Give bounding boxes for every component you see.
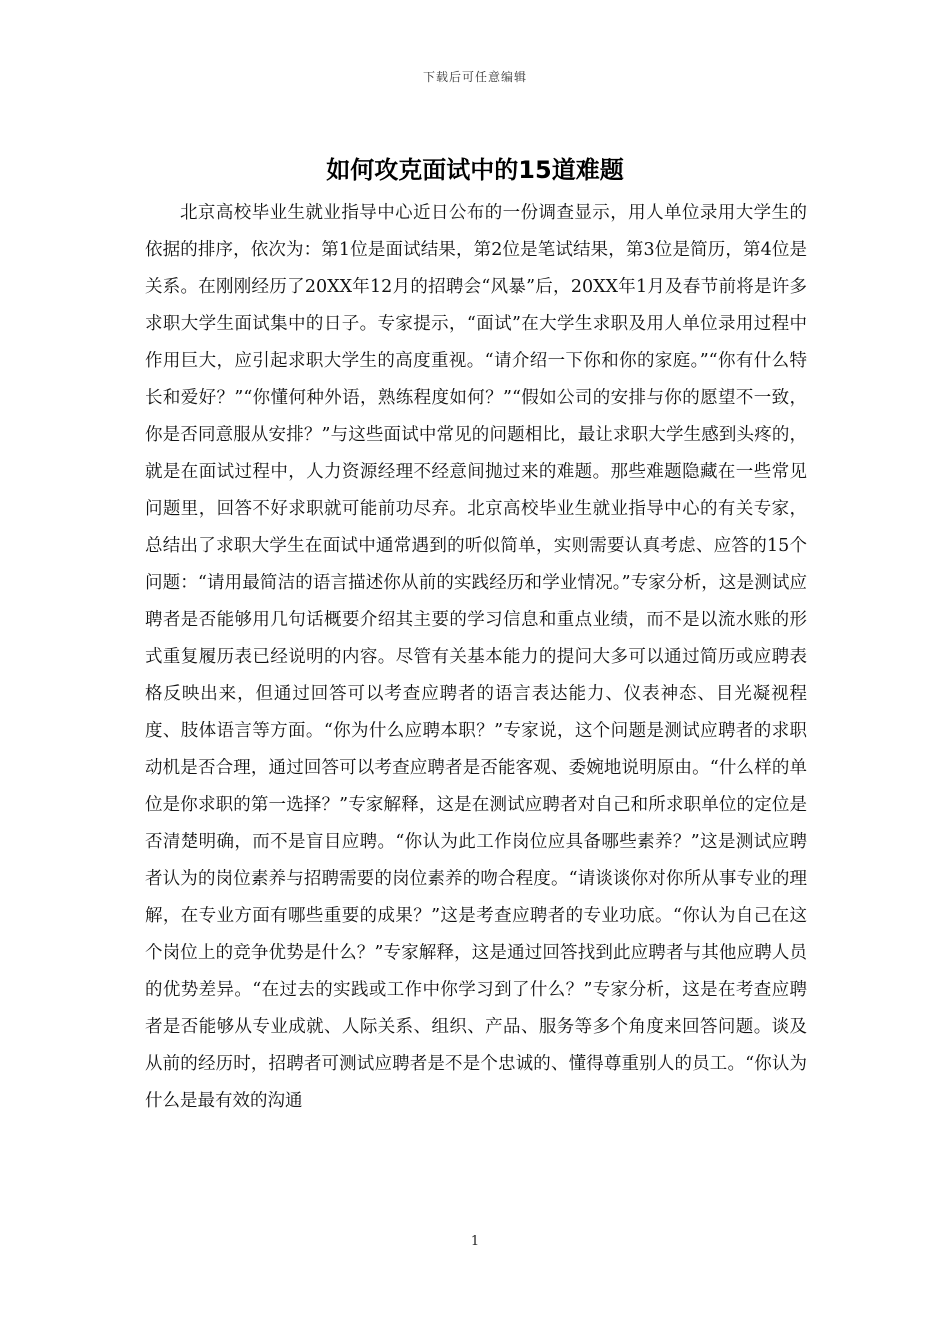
body-paragraph: 北京高校毕业生就业指导中心近日公布的一份调查显示，用人单位录用大学生的依据的排序，依次为：第1位是面试结果，第2位是笔试结果，第3位是简历，第4位是关系。在刚刚经历了20XX年12月的招聘会“风暴”后，20XX年1月及春节前将是许多求职大学生面试集中的日子。专家提示，“面试”在大学生求职及用人单位录用过程中作用巨大，应引起求职大学生的高度重视。“请介绍一下你和你的家庭。”“你有什么特长和爱好？”“你懂何种外语，熟练程度如何？”“假如公司的安排与你的愿望不一致，你是否同意服从安排？”与这些面试中常见的问题相比，最让求职大学生感到头疼的，就是在面试过程中，人力资源经理不经意间抛过来的难题。那些难题隐藏在一些常见问题里，回答不好求职就可能前功尽弃。北京高校毕业生就业指导中心的有关专家，总结出了求职大学生在面试中通常遇到的听似简单，实则需要认真考虑、应答的15个问题：“请用最简洁的语言描述你从前的实践经历和学业情况。”专家分析，这是测试应聘者是否能够用几句话概要介绍其主要的学习信息和重点业绩，而不是以流水账的形式重复履历表已经说明的内容。尽管有关基本能力的提问大多可以通过简历或应聘表格反映出来，但通过回答可以考查应聘者的语言表达能力、仪表神态、目光凝视程度、肢体语言等方面。“你为什么应聘本职？”专家说，这个问题是测试应聘者的求职动机是否合理，通过回答可以考查应聘者是否能客观、委婉地说明原由。“什么样的单位是你求职的第一选择？”专家解释，这是在测试应聘者对自己和所求职单位的定位是否清楚明确，而不是盲目应聘。“你认为此工作岗位应具备哪些素养？”这是测试应聘者认为的岗位素养与招聘需要的岗位素养的吻合程度。“请谈谈你对你所从事专业的理解，在专业方面有哪些重要的成果？”这是考查应聘者的专业功底。“你认为自己在这个岗位上的竞争优势是什么？”专家解释，这是通过回答找到此应聘者与其他应聘人员的优势差异。“在过去的实践或工作中你学习到了什么？”专家分析，这是在考查应聘者是否能够从专业成就、人际关系、组织、产品、服务等多个角度来回答问题。谈及从前的经历时，招聘者可测试应聘者是不是个忠诚的、懂得尊重别人的员工。“你认为什么是最有效的沟通	[145, 203, 807, 1111]
page-number: 1	[470, 1234, 480, 1249]
header-note: 下载后可任意编辑	[422, 70, 527, 84]
document-title: 如何攻克面试中的15道难题	[326, 156, 624, 184]
